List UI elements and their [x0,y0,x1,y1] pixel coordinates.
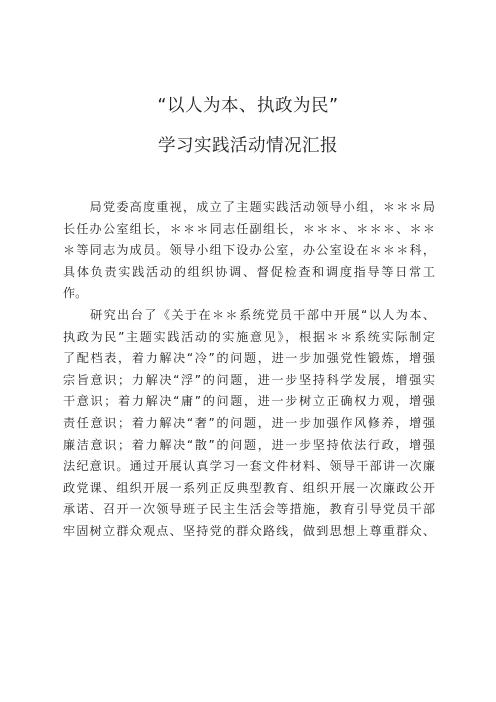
text-line: 长任办公室组长，＊＊＊同志任副组长，＊＊＊、＊＊＊、＊＊ [63,221,435,236]
text-line: 廉洁意识；着力解决“散”的问题，进一步坚持依法行政，增强 [63,437,435,452]
text-line: 政党课、组织开展一系列正反典型教育、组织开展一次廉政公开 [63,480,435,495]
paragraph-1 [63,197,435,305]
text-line: ＊等同志为成员。领导小组下设办公室，办公室设在＊＊＊科， [63,243,435,258]
document-body [63,197,435,543]
text-line: 具体负责实践活动的组织协调、督促检查和调度指导等日常工 [63,264,435,279]
text-line: 责任意识；着力解决“奢”的问题，进一步加强作风修养，增强 [63,415,435,430]
text-line: 承诺、召开一次领导班子民主生活会等措施，教育引导党员干部 [63,502,435,517]
paragraph-2 [63,305,435,543]
text-line: 法纪意识。通过开展认真学习一套文件材料、领导干部讲一次廉 [63,459,435,474]
text-line: 研究出台了《关于在＊＊系统党员干部中开展“以人为本、 [63,307,435,322]
text-line: 宗旨意识；力解决“浮”的问题，进一步坚持科学发展，增强实 [63,372,435,387]
text-line: 了配档表，着力解决“冷”的问题，进一步加强党性锻炼，增强 [63,351,435,366]
text-line: 执政为民”主题实践活动的实施意见》，根据＊＊系统实际制定 [63,329,435,344]
text-line: 牢固树立群众观点、坚持党的群众路线，做到思想上尊重群众、 [63,523,435,538]
document-title-line-1: “以人为本、执政为民” [157,96,339,116]
text-line: 局党委高度重视，成立了主题实践活动领导小组，＊＊＊局 [63,200,435,214]
text-line: 作。 [63,286,88,301]
document-title-line-2: 学习实践活动情况汇报 [158,136,338,156]
text-line: 干意识；着力解决“庸”的问题，进一步树立正确权力观，增强 [63,394,435,409]
